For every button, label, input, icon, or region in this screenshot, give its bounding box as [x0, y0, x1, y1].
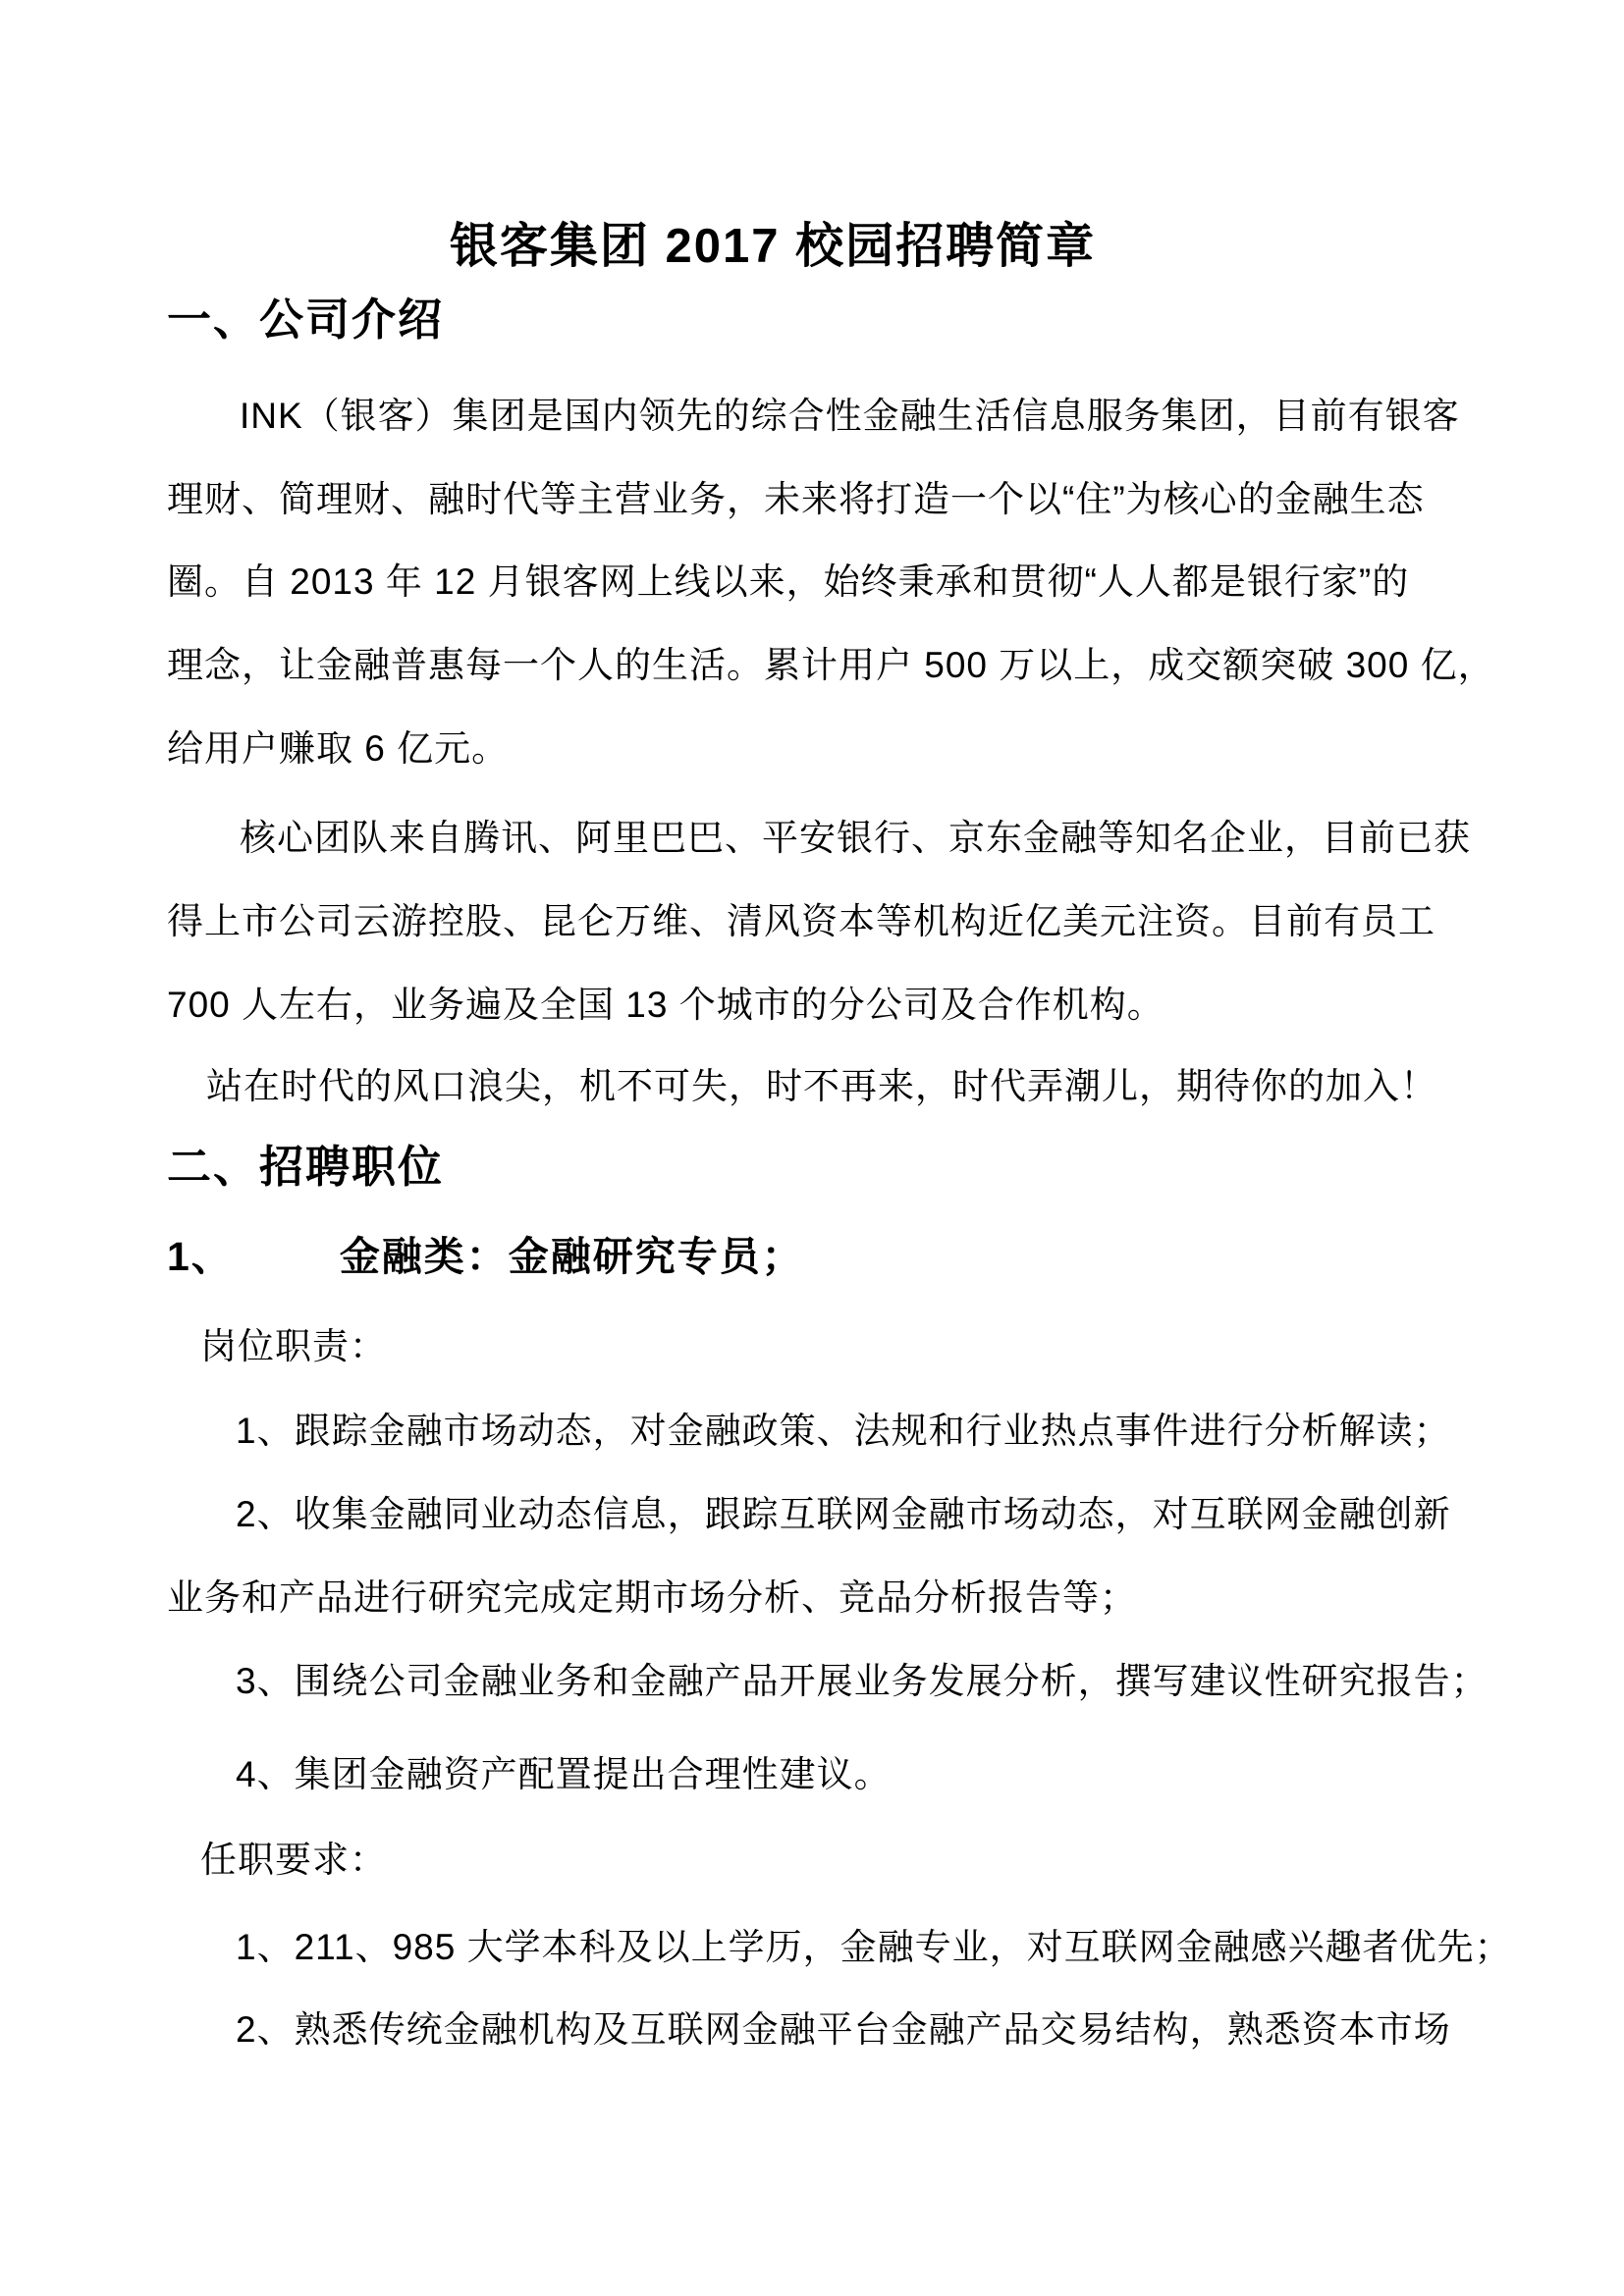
- para2-line2: 得上市公司云游控股、昆仑万维、清风资本等机构近亿美元注资。目前有员工: [167, 901, 1435, 941]
- section-heading-positions: 二、招聘职位: [167, 1142, 445, 1192]
- duty-line1: 1、跟踪金融市场动态，对金融政策、法规和行业热点事件进行分析解读；: [236, 1411, 1451, 1451]
- para1-line4: 理念，让金融普惠每一个人的生活。累计用户 500 万以上，成交额突破 300 亿，: [167, 645, 1495, 685]
- doc-title: 银客集团 2017 校园招聘简章: [449, 220, 1097, 273]
- duty-line3: 3、围绕公司金融业务和金融产品开展业务发展分析，撰写建议性研究报告；: [236, 1661, 1489, 1701]
- requirement-line1: 1、211、985 大学本科及以上学历，金融专业，对互联网金融感兴趣者优先；: [236, 1927, 1512, 1967]
- duty-line4: 4、集团金融资产配置提出合理性建议。: [236, 1754, 892, 1794]
- para3-slogan: 站在时代的风口浪尖，机不可失，时不再来，时代弄潮儿，期待你的加入！: [206, 1066, 1437, 1106]
- job1-number: 1、: [167, 1234, 234, 1279]
- para1-line1: INK（银客）集团是国内领先的综合性金融生活信息服务集团，目前有银客: [240, 396, 1460, 436]
- duty-line2: 2、收集金融同业动态信息，跟踪互联网金融市场动态，对互联网金融创新: [236, 1494, 1451, 1534]
- para1-line3: 圈。自 2013 年 12 月银客网上线以来，始终秉承和贯彻“人人都是银行家”的: [167, 561, 1410, 602]
- para1-line2: 理财、简理财、融时代等主营业务，未来将打造一个以“住”为核心的金融生态: [167, 479, 1425, 519]
- section-heading-company-intro: 一、公司介绍: [167, 294, 445, 345]
- requirement-line2: 2、熟悉传统金融机构及互联网金融平台金融产品交易结构，熟悉资本市场: [236, 2009, 1451, 2050]
- duties-label: 岗位职责：: [200, 1326, 387, 1366]
- para2-line1: 核心团队来自腾讯、阿里巴巴、平安银行、京东金融等知名企业，目前已获: [240, 818, 1471, 858]
- job1-title: 金融类：金融研究专员；: [339, 1234, 804, 1279]
- job1-heading: [167, 1232, 1457, 1281]
- para1-line5: 给用户赚取 6 亿元。: [167, 728, 510, 769]
- requirements-label: 任职要求：: [200, 1840, 387, 1880]
- duty-line2-continuation: 业务和产品进行研究完成定期市场分析、竞品分析报告等；: [167, 1577, 1137, 1618]
- para2-line3: 700 人左右，业务遍及全国 13 个城市的分公司及合作机构。: [167, 985, 1164, 1025]
